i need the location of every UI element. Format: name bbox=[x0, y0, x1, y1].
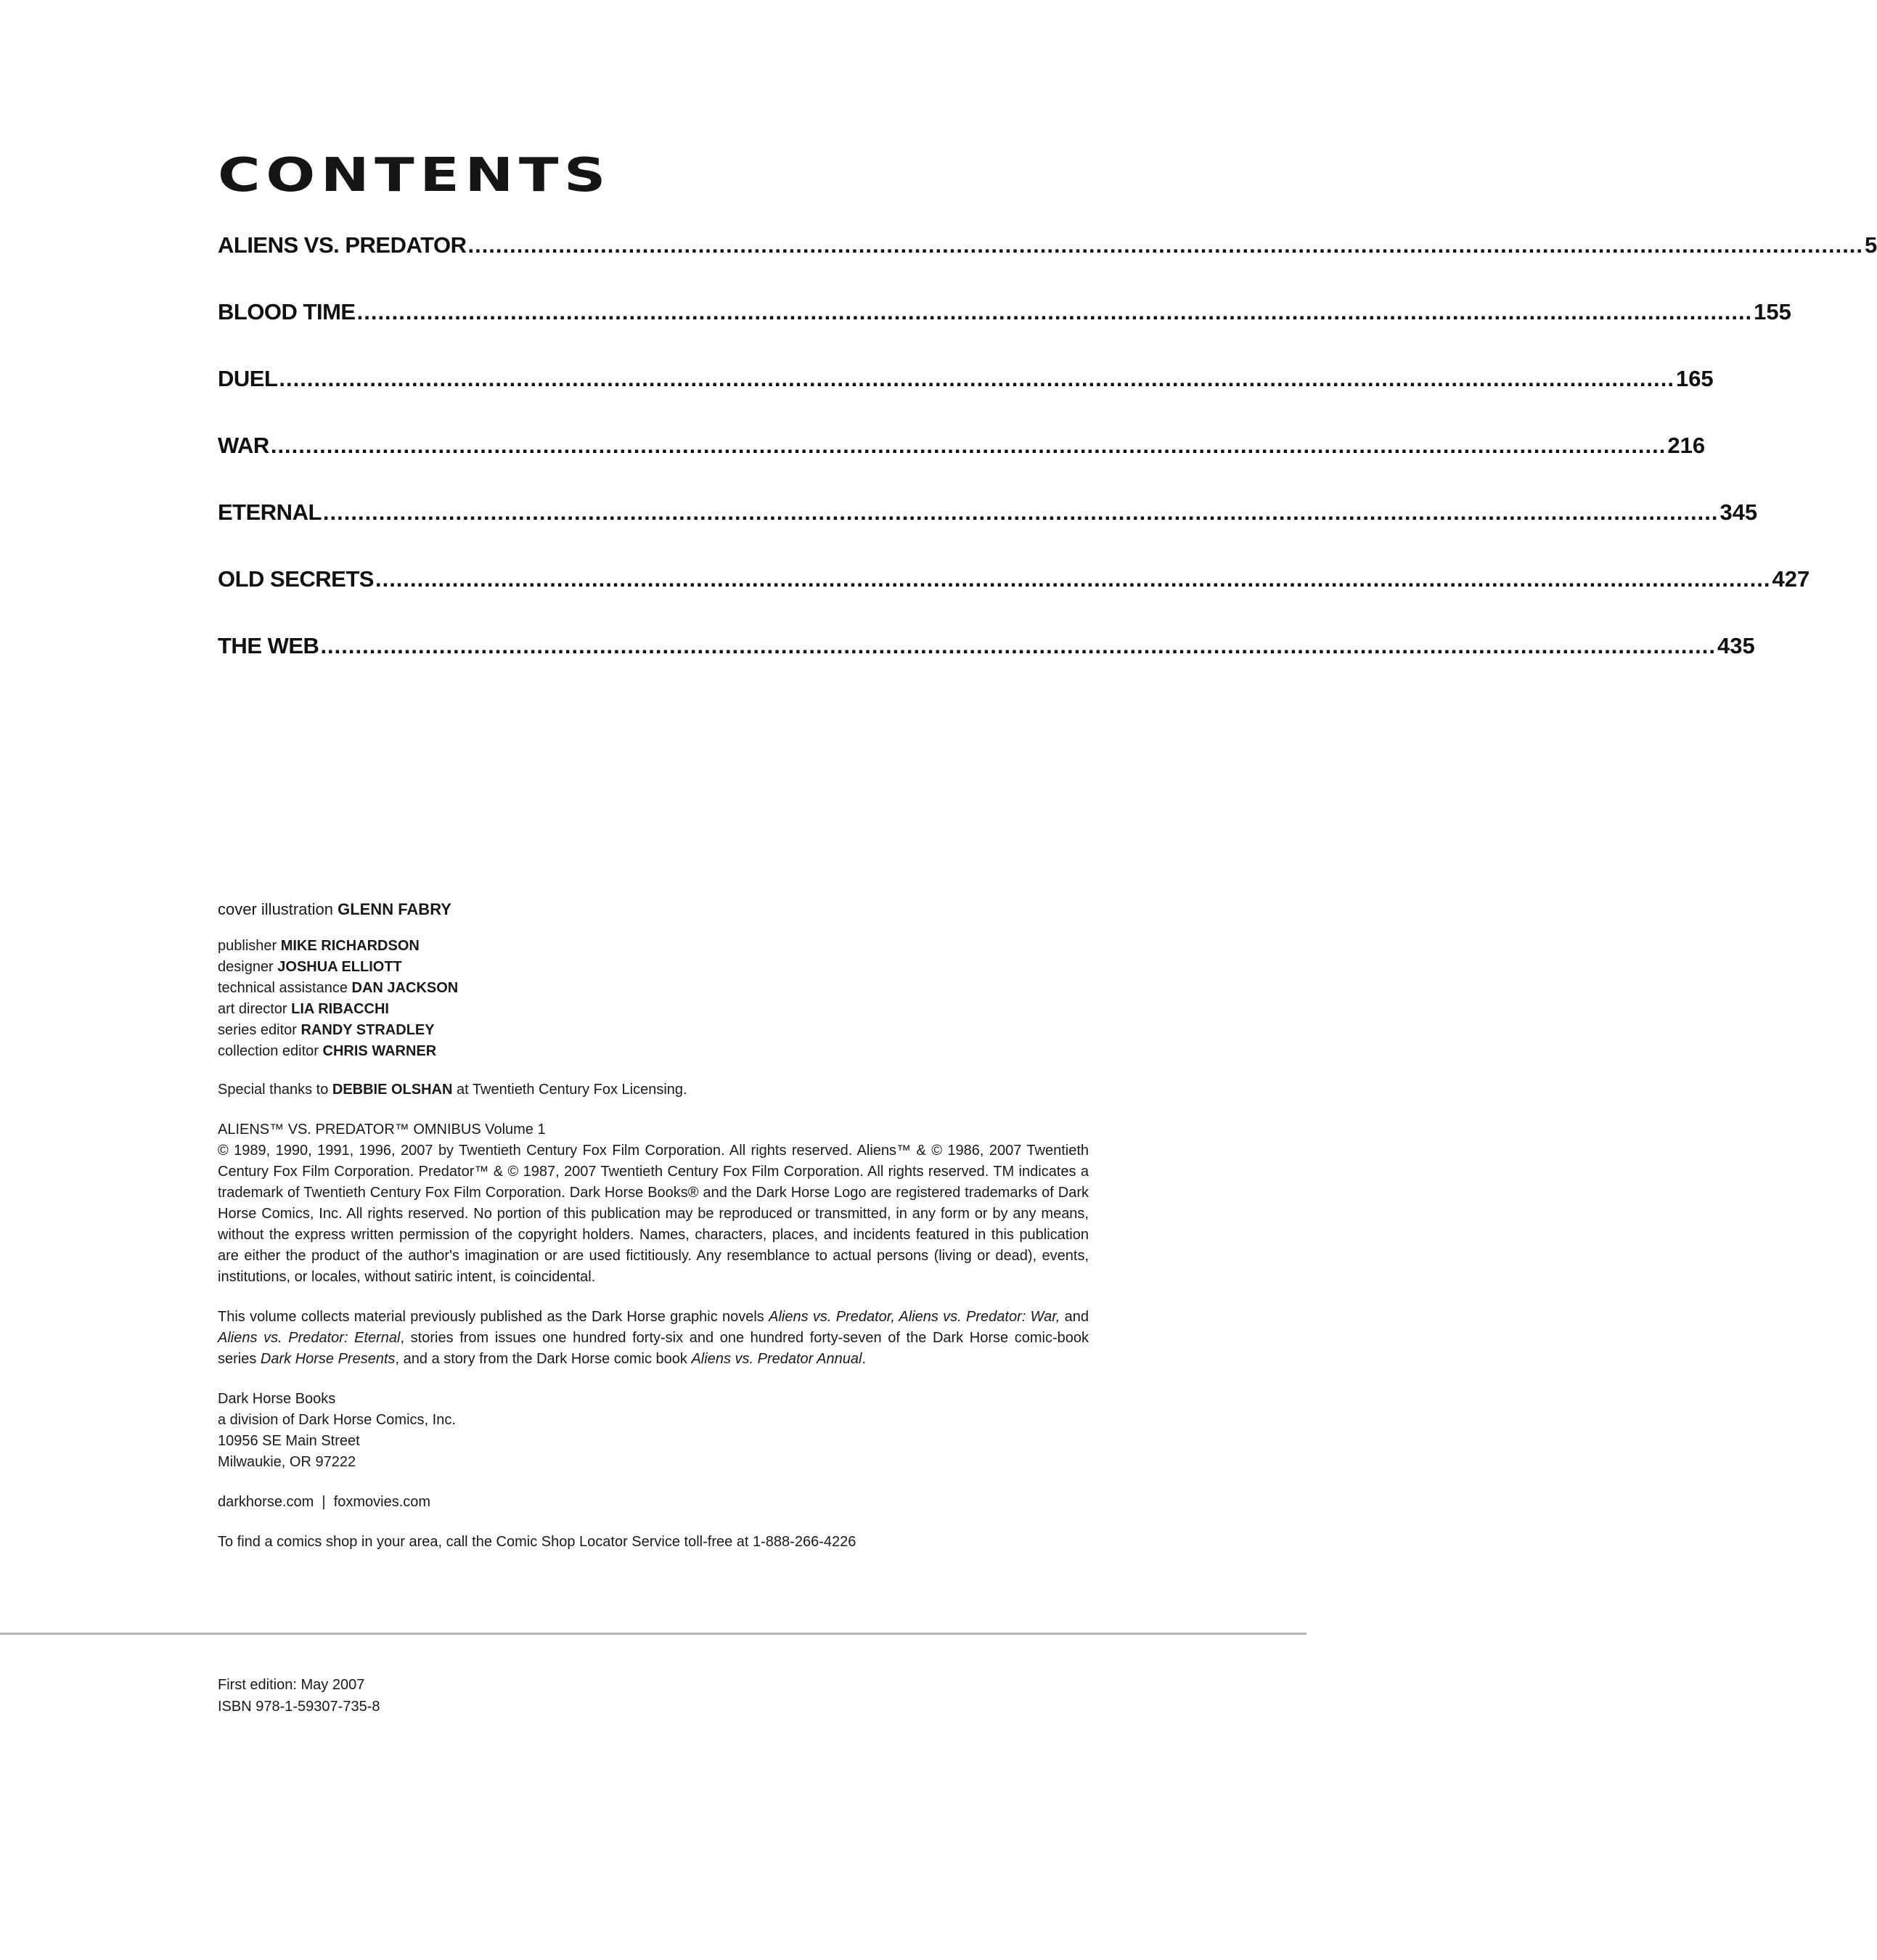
toc-dot-leader: ........................................................................................................................................................................................................ bbox=[467, 232, 1864, 258]
staff-credit bbox=[218, 1020, 1089, 1041]
toc-entry bbox=[218, 499, 1758, 566]
credit-role: series editor bbox=[218, 1022, 301, 1038]
credits-section bbox=[218, 899, 1089, 1553]
isbn: ISBN 978-1-59307-735-8 bbox=[218, 1699, 380, 1715]
page-title: CONTENTS bbox=[218, 149, 612, 203]
staff-credit bbox=[218, 999, 1089, 1020]
toc-dot-leader: ........................................................................................................................................................................................................ bbox=[320, 633, 1716, 658]
shop-locator-note: To find a comics shop in your area, call the Comic Shop Locator Service toll-free at 1-888-266-4226 bbox=[218, 1534, 856, 1550]
toc-entry bbox=[218, 566, 1810, 633]
toc-entry-title: THE WEB bbox=[218, 633, 319, 658]
collects-title: Dark Horse Presents bbox=[260, 1351, 396, 1367]
special-thanks bbox=[218, 1079, 1089, 1101]
toc-entry-page: 155 bbox=[1754, 299, 1791, 324]
first-edition: First edition: May 2007 bbox=[218, 1677, 365, 1693]
toc-entry-title: DUEL bbox=[218, 366, 278, 391]
toc-entry bbox=[218, 433, 1706, 499]
copyright-notice bbox=[218, 1119, 1089, 1288]
credit-name: CHRIS WARNER bbox=[322, 1043, 437, 1059]
collects-text: , and a story from the Dark Horse comic book bbox=[395, 1351, 692, 1367]
credit-name: LIA RIBACCHI bbox=[291, 1001, 389, 1017]
toc-entry-page: 216 bbox=[1667, 433, 1706, 458]
credit-role: publisher bbox=[218, 938, 281, 954]
toc-entry-title: ETERNAL bbox=[218, 499, 322, 525]
website-links: darkhorse.com | foxmovies.com bbox=[218, 1494, 431, 1510]
legal-body: © 1989, 1990, 1991, 1996, 2007 by Twentieth Century Fox Film Corporation. All rights reserved. Aliens™ & © 1986, 2007 Twentieth Century Fox Film Corporation. Predator™ & © 1987, 2007 Twentieth Century Fox Film Corporation. All rights reserved. TM indicates a trademark of Twentieth Century Fox Film Corporation. Dark Horse Books® and the Dark Horse Logo are registered trademarks of Dark Horse Comics, Inc. All rights reserved. No portion of this publication may be reproduced or transmitted, in any form or by any means, without the express written permission of the copyright holders. Names, characters, places, and incidents featured in this publication are either the product of the author's imagination or are used fictitiously. Any resemblance to actual persons (living or dead), events, institutions, or locales, without satiric intent, is coincidental. bbox=[218, 1143, 1089, 1285]
staff-credit bbox=[218, 936, 1089, 957]
staff-credit bbox=[218, 957, 1089, 978]
staff-credit bbox=[218, 978, 1089, 999]
collects-title: Aliens vs. Predator, Aliens vs. Predator: War, bbox=[769, 1309, 1060, 1325]
address-line: a division of Dark Horse Comics, Inc. bbox=[218, 1412, 456, 1428]
publisher-address bbox=[218, 1389, 1089, 1473]
toc-dot-leader: ........................................................................................................................................................................................................ bbox=[375, 566, 1771, 592]
toc-dot-leader: ........................................................................................................................................................................................................ bbox=[322, 499, 1719, 525]
collects-text: This volume collects material previously published as the Dark Horse graphic novels bbox=[218, 1309, 769, 1325]
credit-role: cover illustration bbox=[218, 900, 338, 918]
table-of-contents bbox=[218, 232, 1877, 700]
horizontal-divider bbox=[0, 1633, 1306, 1635]
toc-entry bbox=[218, 232, 1877, 299]
toc-dot-leader: ........................................................................................................................................................................................................ bbox=[279, 366, 1674, 391]
collects-text: and bbox=[1060, 1309, 1089, 1325]
toc-entry-title: BLOOD TIME bbox=[218, 299, 356, 324]
toc-entry bbox=[218, 366, 1714, 433]
collects-text: . bbox=[862, 1351, 866, 1367]
credit-role: art director bbox=[218, 1001, 292, 1017]
collects-title: Aliens vs. Predator: Eternal bbox=[218, 1330, 401, 1346]
staff-credit bbox=[218, 1041, 1089, 1062]
credit-role: designer bbox=[218, 959, 278, 975]
legal-title: ALIENS™ VS. PREDATOR™ OMNIBUS Volume 1 bbox=[218, 1122, 546, 1138]
credit-name: GLENN FABRY bbox=[338, 900, 451, 918]
address-line: Milwaukie, OR 97222 bbox=[218, 1454, 356, 1470]
toc-entry-page: 427 bbox=[1772, 566, 1810, 592]
toc-entry-title: OLD SECRETS bbox=[218, 566, 374, 592]
toc-dot-leader: ........................................................................................................................................................................................................ bbox=[270, 433, 1667, 458]
edition-info bbox=[218, 1674, 380, 1718]
address-line: 10956 SE Main Street bbox=[218, 1433, 360, 1449]
thanks-name: DEBBIE OLSHAN bbox=[332, 1082, 453, 1098]
credit-role: collection editor bbox=[218, 1043, 323, 1059]
staff-credits bbox=[218, 936, 1089, 1062]
cover-credit bbox=[218, 899, 1089, 920]
address-line: Dark Horse Books bbox=[218, 1391, 336, 1407]
credit-role: technical assistance bbox=[218, 980, 352, 996]
toc-entry bbox=[218, 633, 1755, 700]
credit-name: RANDY STRADLEY bbox=[300, 1022, 435, 1038]
collects-text: , stories from issues one hundred forty-six and one hundred forty-seven of the Dark Horse comic-book series bbox=[218, 1330, 1089, 1367]
toc-entry-title: ALIENS VS. PREDATOR bbox=[218, 232, 467, 258]
toc-entry-page: 435 bbox=[1717, 633, 1755, 658]
collected-material-note bbox=[218, 1307, 1089, 1370]
credit-name: DAN JACKSON bbox=[351, 980, 459, 996]
toc-entry bbox=[218, 299, 1791, 366]
toc-dot-leader: ........................................................................................................................................................................................................ bbox=[356, 299, 1753, 324]
toc-entry-title: WAR bbox=[218, 433, 269, 458]
credit-name: JOSHUA ELLIOTT bbox=[277, 959, 402, 975]
toc-entry-page: 5 bbox=[1865, 232, 1877, 258]
credit-name: MIKE RICHARDSON bbox=[280, 938, 420, 954]
thanks-prefix: Special thanks to bbox=[218, 1082, 332, 1098]
toc-entry-page: 165 bbox=[1675, 366, 1714, 391]
collects-title: Aliens vs. Predator Annual bbox=[691, 1351, 862, 1367]
toc-entry-page: 345 bbox=[1719, 499, 1758, 525]
thanks-suffix: at Twentieth Century Fox Licensing. bbox=[452, 1082, 687, 1098]
